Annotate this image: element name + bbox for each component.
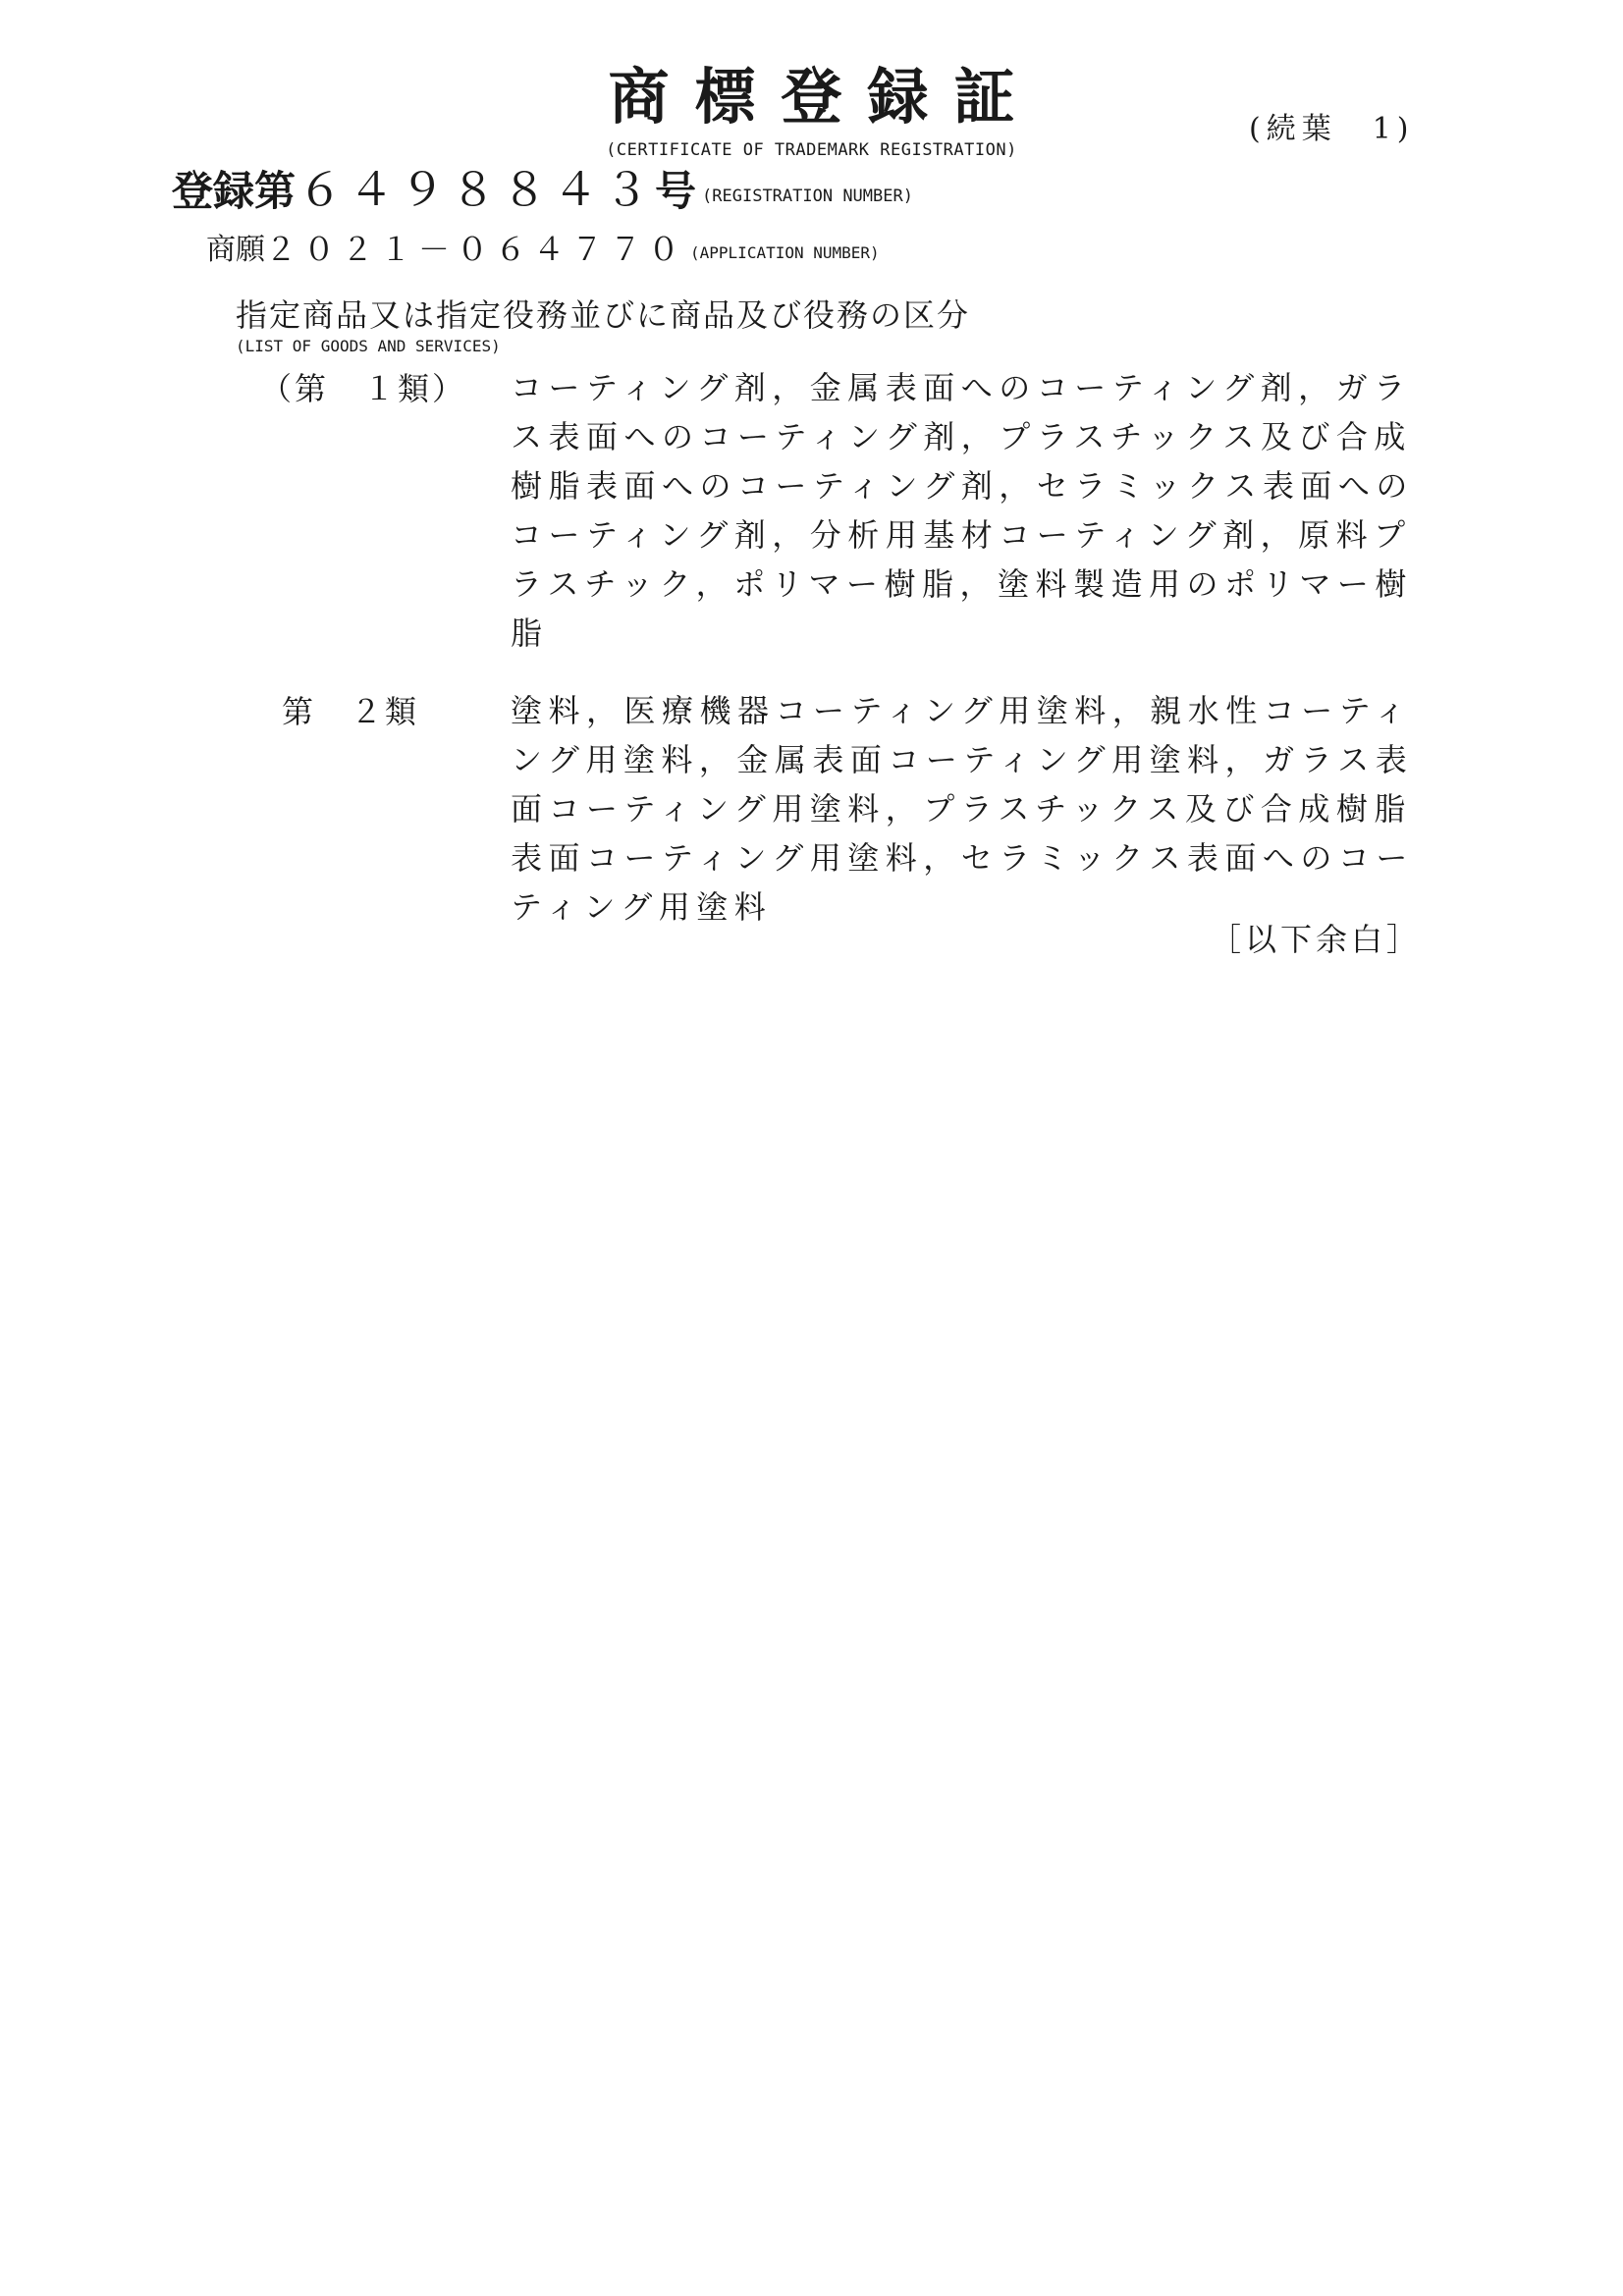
registration-prefix: 登録第 [172, 167, 297, 215]
registration-number-row [172, 163, 913, 216]
class-1-line: コーティング剤，金属表面へのコーティング剤，ガラ [511, 369, 1412, 406]
registration-number: ６４９８８４３ [298, 163, 656, 216]
class-1-line: 樹脂表面へのコーティング剤，セラミックス表面への [511, 467, 1414, 505]
class-1-goods-list [511, 363, 1424, 658]
application-number-label-english: (APPLICATION NUMBER) [690, 243, 880, 262]
class-1-label: （第 １類） [260, 370, 467, 407]
application-number: ２０２１－０６４７７０ [265, 231, 687, 268]
registration-suffix: 号 [655, 167, 697, 215]
class-1-line: コーティング剤，分析用基材コーティング剤，原料プ [511, 516, 1412, 554]
goods-services-heading-english: (LIST OF GOODS AND SERVICES) [236, 337, 501, 355]
registration-number-label-english: (REGISTRATION NUMBER) [702, 187, 913, 206]
class-1-line: ス表面へのコーティング剤，プラスチックス及び合成 [511, 418, 1412, 455]
end-of-list-note: ［以下余白］ [1210, 921, 1423, 958]
goods-services-heading: 指定商品又は指定役務並びに商品及び役務の区分 [236, 296, 971, 334]
continuation-page-indicator: (続葉 1) [1249, 112, 1415, 146]
class-2-line: 面コーティング用塗料，プラスチックス及び合成樹脂 [511, 790, 1412, 828]
class-2-line: 塗料，医療機器コーティング用塗料，親水性コーティ [511, 692, 1413, 729]
class-2-goods-list [511, 686, 1424, 932]
class-2-line: ティング用塗料 [511, 888, 773, 926]
certificate-title-english: (CERTIFICATE OF TRADEMARK REGISTRATION) [606, 140, 1017, 160]
application-number-row [206, 231, 880, 268]
class-2-line: 表面コーティング用塗料，セラミックス表面へのコー [511, 839, 1414, 877]
class-1-line: 脂 [511, 614, 549, 652]
class-2-label: 第 ２類 [282, 693, 420, 730]
class-1-line: ラスチック，ポリマー樹脂，塗料製造用のポリマー樹 [511, 565, 1413, 603]
class-2-line: ング用塗料，金属表面コーティング用塗料，ガラス表 [511, 741, 1414, 778]
application-prefix: 商願 [206, 233, 265, 267]
certificate-title: 商標登録証 [608, 61, 1041, 133]
